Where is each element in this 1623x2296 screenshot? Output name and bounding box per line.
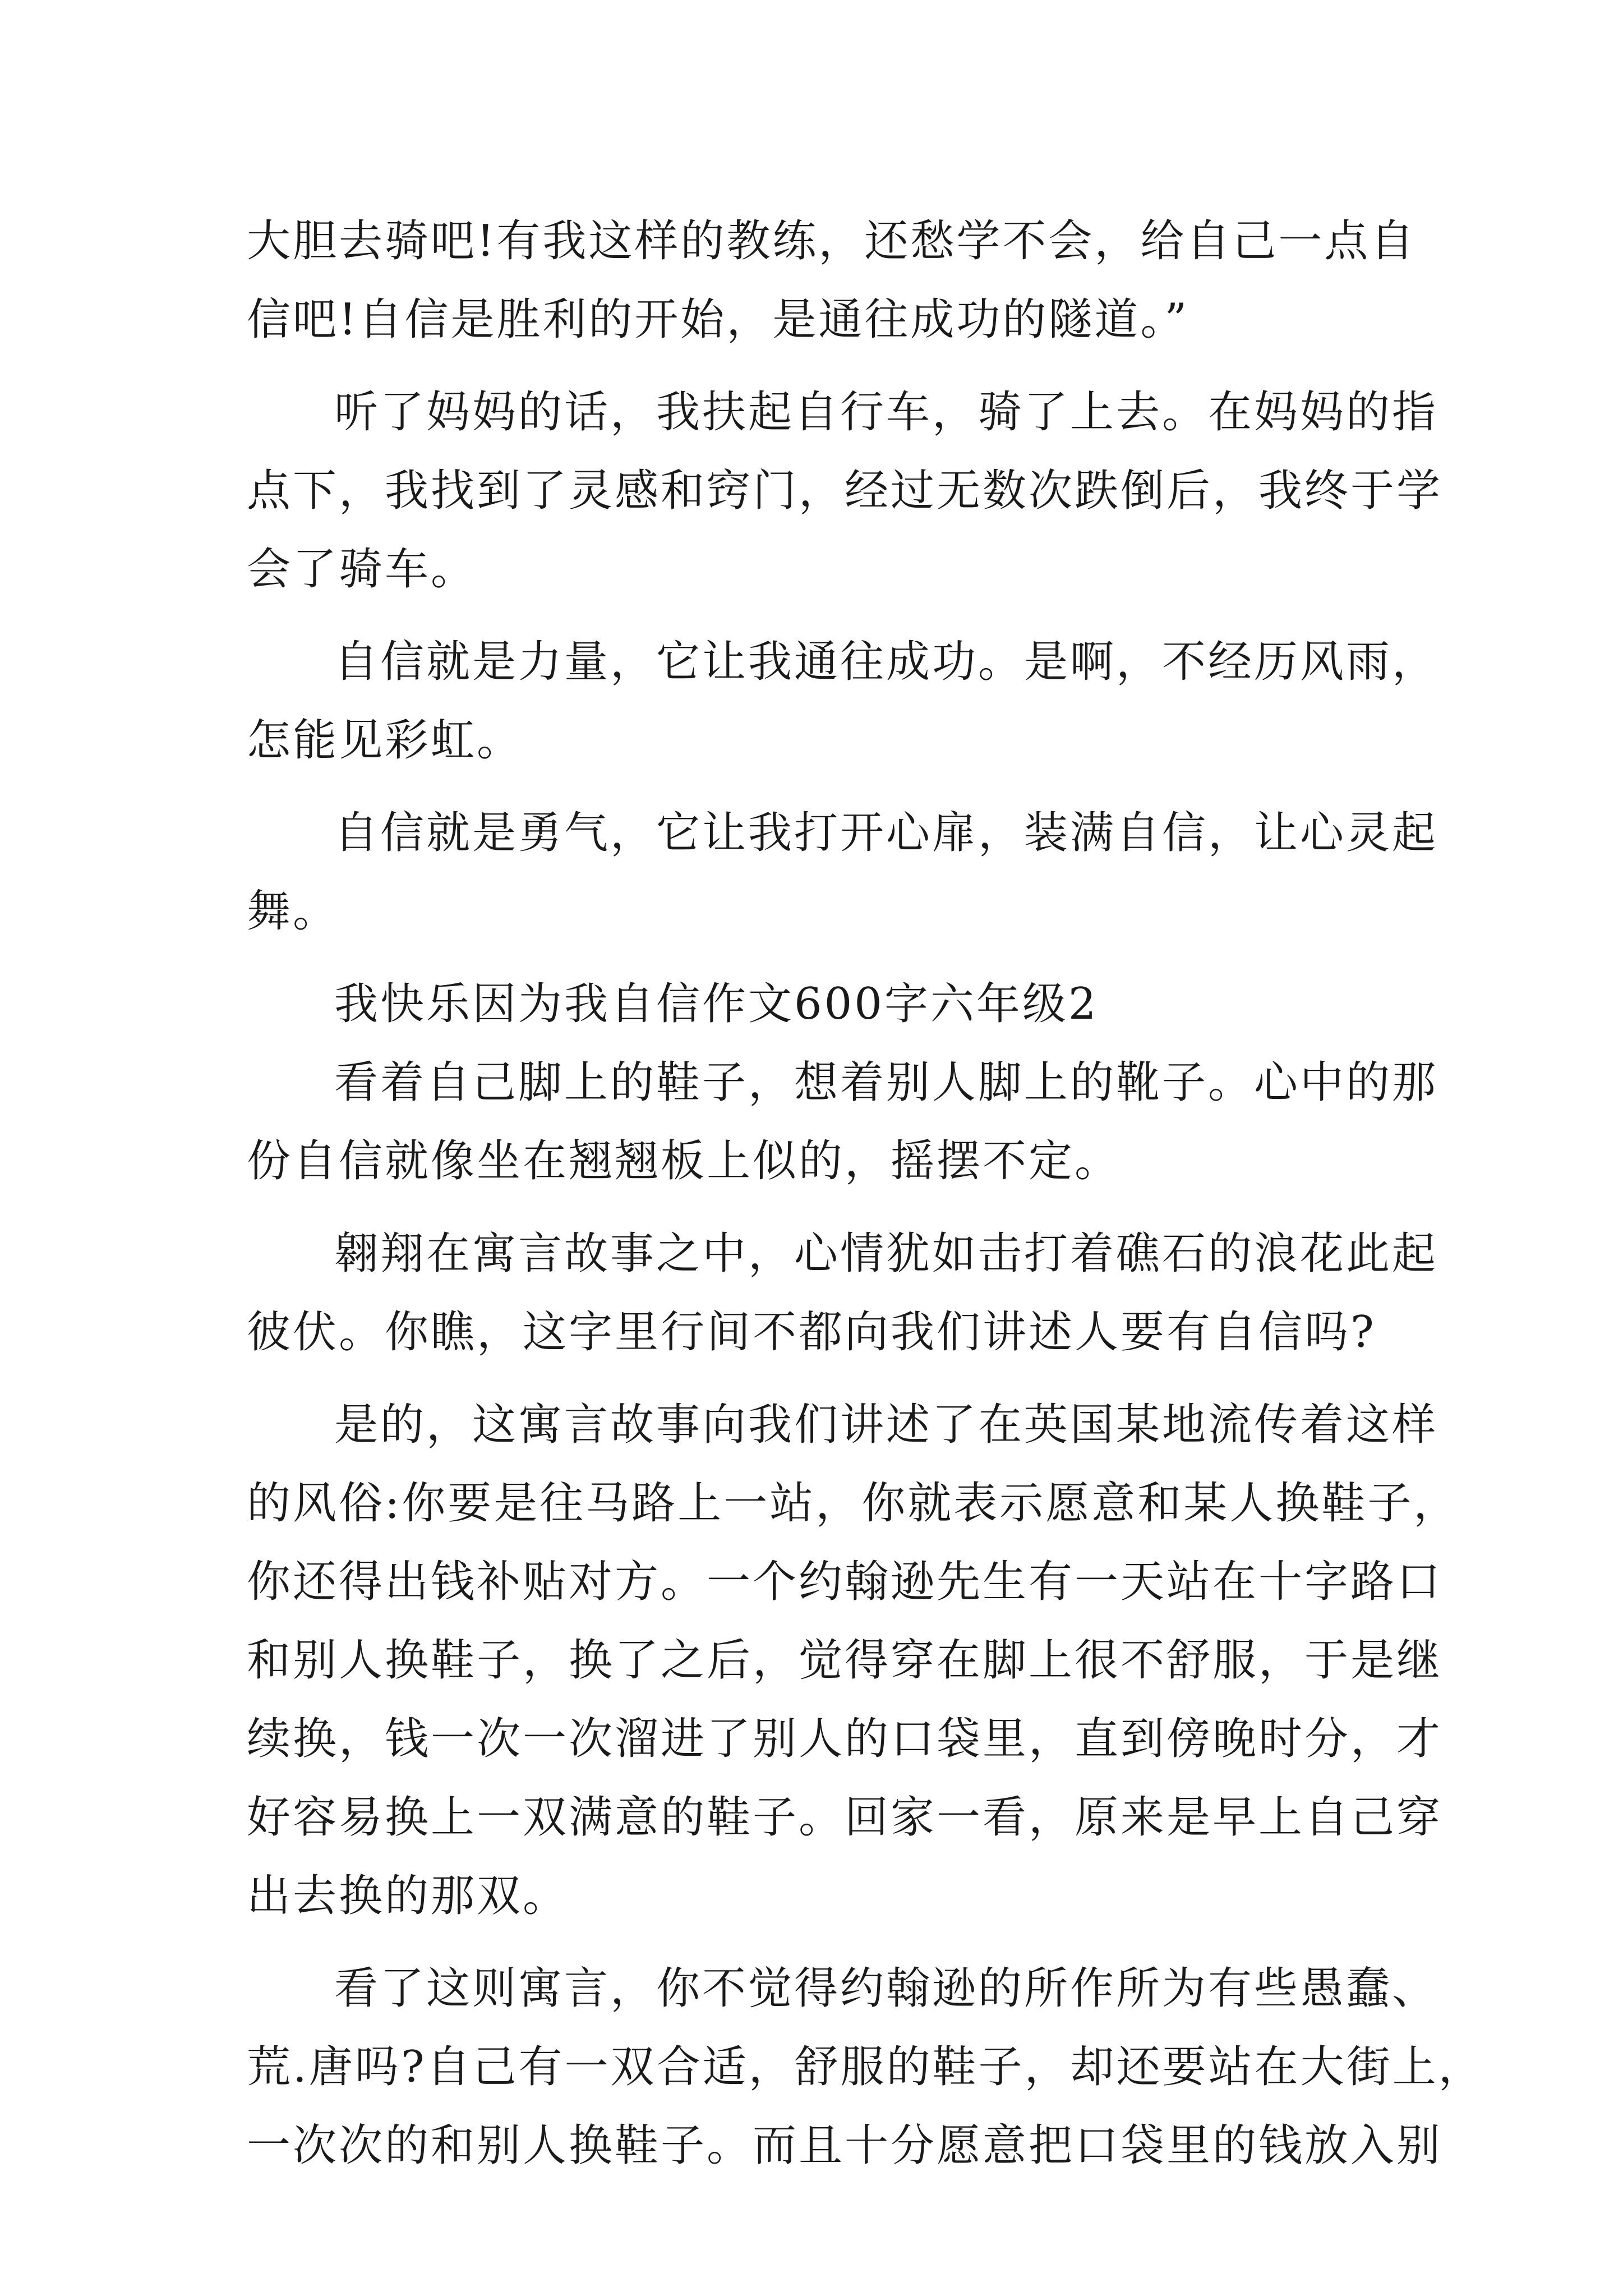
text-line: 彼伏。你瞧，这字里行间不都向我们讲述人要有自信吗? <box>247 1307 1376 1358</box>
text-line: 舞。 <box>247 886 339 937</box>
text-line: 自信就是力量，它让我通往成功。是啊，不经历风雨， <box>334 637 1438 687</box>
text-line: 好容易换上一双满意的鞋子。回家一看，原来是早上自己穿 <box>247 1792 1443 1843</box>
text-line: 出去换的那双。 <box>247 1871 569 1921</box>
text-line: 是的，这寓言故事向我们讲述了在英国某地流传着这样 <box>334 1400 1438 1450</box>
text-line: 看了这则寓言，你不觉得约翰逊的所作所为有些愚蠢、 <box>334 1963 1438 2014</box>
text-line: 荒.唐吗?自己有一双合适，舒服的鞋子，却还要站在大街上， <box>247 2042 1484 2092</box>
text-line: 大胆去骑吧!有我这样的教练，还愁学不会，给自己一点自 <box>247 216 1417 266</box>
text-line: 一次次的和别人换鞋子。而且十分愿意把口袋里的钱放入别 <box>247 2120 1443 2171</box>
text-line: 听了妈妈的话，我扶起自行车，骑了上去。在妈妈的指 <box>334 387 1438 438</box>
text-line: 怎能见彩虹。 <box>247 715 523 766</box>
text-line: 点下，我找到了灵感和窍门，经过无数次跌倒后，我终于学 <box>247 466 1443 516</box>
text-line: 看着自己脚上的鞋子，想着别人脚上的靴子。心中的那 <box>334 1057 1438 1108</box>
section-heading: 我快乐因为我自信作文600字六年级2 <box>334 979 1099 1029</box>
text-line: 你还得出钱补贴对方。一个约翰逊先生有一天站在十字路口 <box>247 1557 1443 1607</box>
text-line: 份自信就像坐在翘翘板上似的，摇摆不定。 <box>247 1136 1121 1186</box>
text-line: 的风俗:你要是往马路上一站，你就表示愿意和某人换鞋子， <box>247 1478 1460 1529</box>
text-line: 续换，钱一次一次溜进了别人的口袋里，直到傍晚时分，才 <box>247 1714 1443 1764</box>
text-line: 会了骑车。 <box>247 544 477 595</box>
text-line: 信吧!自信是胜利的开始，是通往成功的隧道。” <box>247 295 1189 345</box>
text-line: 自信就是勇气，它让我打开心扉，装满自信，让心灵起 <box>334 808 1438 858</box>
text-line: 和别人换鞋子，换了之后，觉得穿在脚上很不舒服，于是继 <box>247 1635 1443 1686</box>
text-line: 翱翔在寓言故事之中，心情犹如击打着礁石的浪花此起 <box>334 1228 1438 1279</box>
document-body <box>247 202 1484 2185</box>
